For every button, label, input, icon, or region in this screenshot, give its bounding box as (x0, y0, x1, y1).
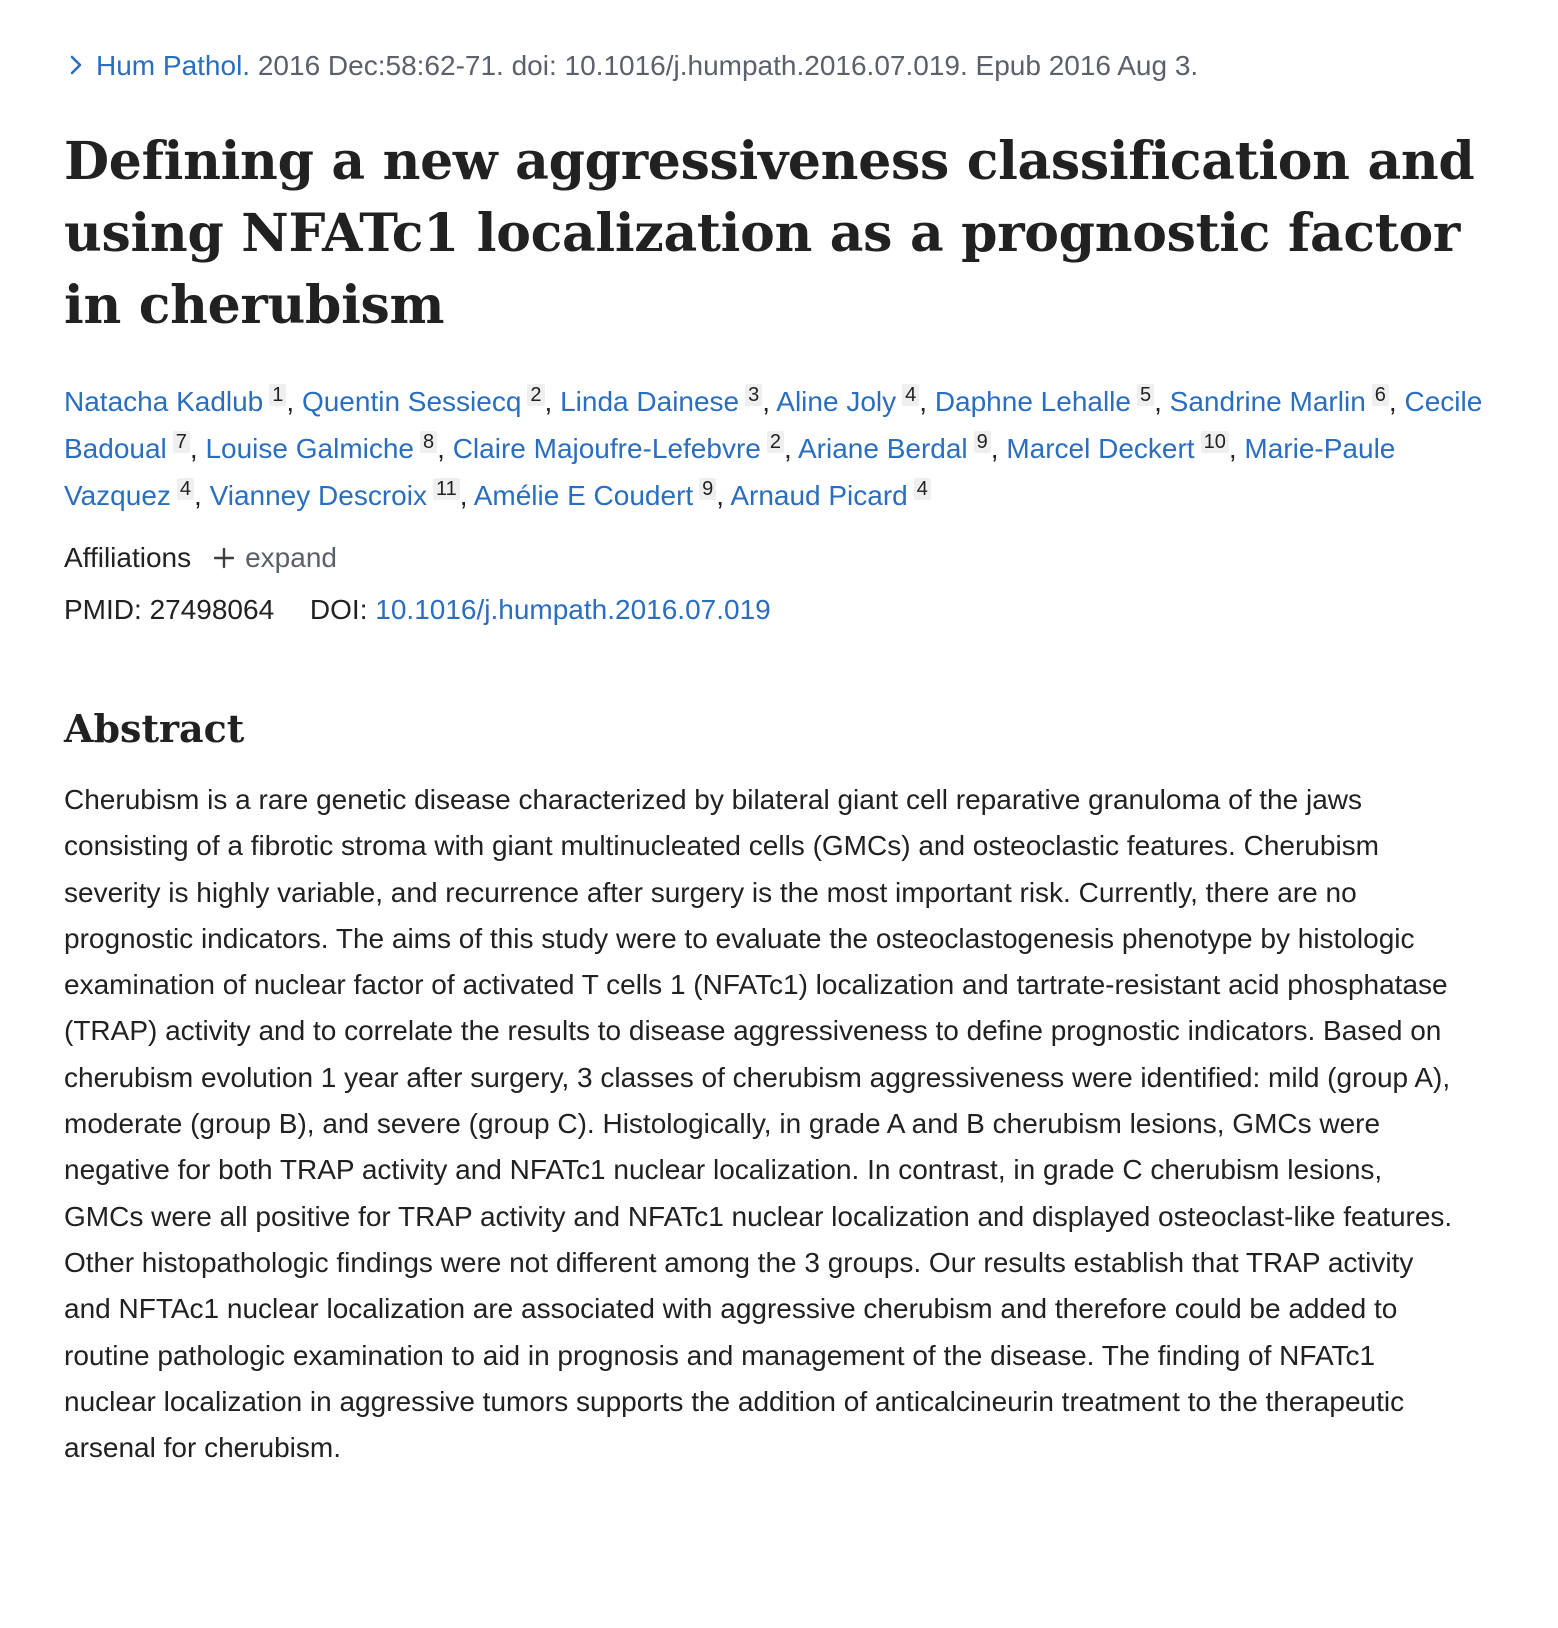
affiliation-number-button[interactable]: 11 (433, 478, 460, 500)
author-link[interactable]: Marie-Paule Vazquez (64, 433, 1396, 511)
author-link[interactable]: Cecile Badoual (64, 386, 1483, 464)
author-separator: , (437, 433, 453, 464)
abstract-heading: Abstract (64, 706, 245, 751)
affiliation-number-button[interactable]: 7 (173, 431, 190, 453)
affiliation-number-button[interactable]: 9 (699, 478, 716, 500)
affiliation-number-button[interactable]: 1 (269, 384, 286, 406)
affiliation-number-button[interactable]: 2 (767, 431, 784, 453)
abstract-text: Cherubism is a rare genetic disease characterized by bilateral giant cell reparative granuloma of the jaws consisting of a fibrotic stroma with giant multinucleated cells (GMCs) and osteoclastic features. Cherubism severity is highly variable, and recurrence after surgery is the most important risk. Currently, there are no prognostic indicators. The aims of this study were to evaluate the osteoclastogenesis phenotype by histologic examination of nuclear factor of activated T cells 1 (NFATc1) localization and tartrate-resistant acid phosphatase (TRAP) activity and to correlate the results to disease aggressiveness to define prognostic indicators. Based on cherubism evolution 1 year after surgery, 3 classes of cherubism aggressiveness were identified: mild (group A), moderate (group B), and severe (group C). Histologically, in grade A and B cherubism lesions, GMCs were negative for both TRAP activity and NFATc1 nuclear localization. In contrast, in grade C cherubism lesions, GMCs were all positive for TRAP activity and NFATc1 nuclear localization and displayed osteoclast-like features. Other histopathologic findings were not different among the 3 groups. Our results establish that TRAP activity and NFTAc1 nuclear localization are associated with aggressive cherubism and therefore could be added to routine pathologic examination to aid in prognosis and management of the disease. The finding of NFATc1 nuclear localization in aggressive tumors supports the addition of anticalcineurin treatment to the therapeutic arsenal for cherubism. (64, 784, 1453, 1464)
affiliation-number-button[interactable]: 4 (902, 384, 919, 406)
author-link[interactable]: Vianney Descroix (209, 480, 427, 511)
affiliation-number-button[interactable]: 4 (914, 478, 931, 500)
affiliation-number-button[interactable]: 10 (1201, 431, 1229, 453)
author-separator: , (762, 386, 777, 417)
author-separator: , (1154, 386, 1170, 417)
author-link[interactable]: Natacha Kadlub (64, 386, 264, 417)
affiliation-number-button[interactable]: 5 (1137, 384, 1154, 406)
author-link[interactable]: Marcel Deckert (1006, 433, 1195, 464)
author-separator: , (194, 480, 210, 511)
author-separator: , (189, 433, 206, 464)
author-separator: , (716, 480, 731, 511)
expand-label: expand (245, 542, 337, 573)
affiliations-row (64, 535, 1514, 581)
author-link[interactable]: Amélie E Coudert (473, 480, 694, 511)
author-link[interactable]: Louise Galmiche (205, 433, 415, 464)
author-separator: , (919, 386, 935, 417)
author-separator: , (459, 480, 474, 511)
pmid-label: PMID: (64, 594, 142, 625)
article-title: Defining a new aggressiveness classification and using NFATc1 localization as a prognostic factor in cherubism (64, 131, 1475, 336)
citation-details: 2016 Dec:58:62-71. doi: 10.1016/j.humpath.2016.07.019. Epub 2016 Aug 3. (250, 50, 1199, 81)
author-separator: , (544, 386, 561, 417)
affiliation-number-button[interactable]: 6 (1372, 384, 1389, 406)
author-link[interactable]: Daphne Lehalle (934, 386, 1131, 417)
author-separator: , (1388, 386, 1405, 417)
doi-label: DOI: (309, 594, 368, 625)
author-link[interactable]: Sandrine Marlin (1169, 386, 1366, 417)
author-list (64, 378, 1484, 519)
author-separator: , (783, 433, 798, 464)
author-link[interactable]: Aline Joly (776, 386, 897, 417)
affiliation-number-button[interactable]: 4 (177, 478, 194, 500)
affiliation-number-button[interactable]: 9 (974, 431, 991, 453)
affiliation-number-button[interactable]: 2 (527, 384, 544, 406)
affiliation-number-button[interactable]: 8 (420, 431, 437, 453)
affiliations-label: Affiliations (64, 542, 192, 573)
pmid-value: 27498064 (149, 594, 275, 625)
expand-affiliations-button[interactable] (213, 535, 337, 581)
author-separator: , (990, 433, 1007, 464)
author-separator: , (1228, 433, 1245, 464)
author-link[interactable]: Ariane Berdal (797, 433, 968, 464)
journal-link[interactable]: Hum Pathol. (96, 50, 251, 81)
author-link[interactable]: Linda Dainese (560, 386, 740, 417)
author-link[interactable]: Quentin Sessiecq (301, 386, 522, 417)
author-separator: , (286, 386, 302, 417)
plus-icon (213, 547, 235, 569)
affiliation-number-button[interactable]: 3 (745, 384, 762, 406)
doi-link[interactable]: 10.1016/j.humpath.2016.07.019 (375, 594, 771, 625)
chevron-right-icon (64, 53, 88, 77)
identifiers-row (64, 587, 1514, 633)
citation-line (64, 46, 1514, 86)
author-link[interactable]: Claire Majoufre-Lefebvre (452, 433, 761, 464)
author-link[interactable]: Arnaud Picard (730, 480, 908, 511)
article-page (64, 46, 1514, 1499)
